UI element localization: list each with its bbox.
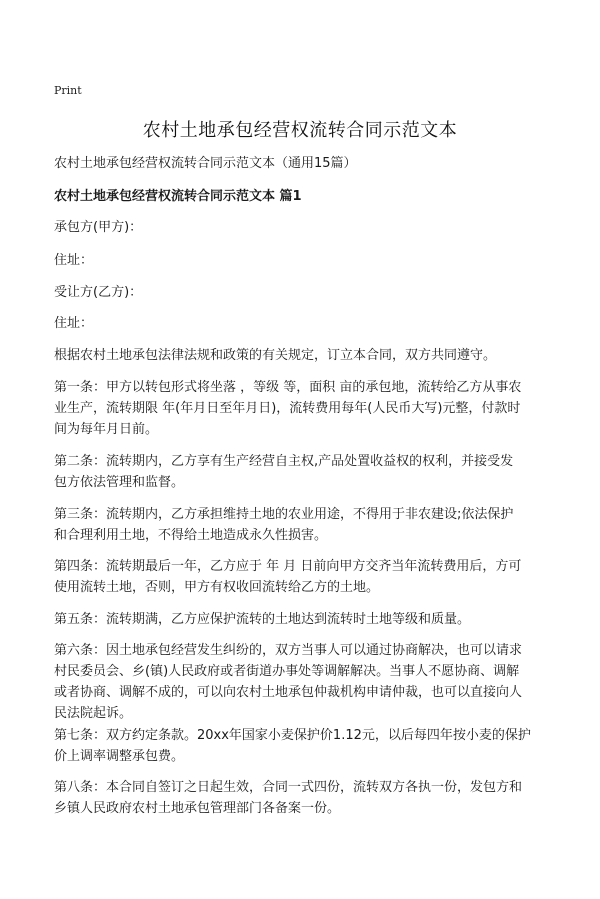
clause-line: 第五条：流转期满，乙方应保护流转的土地达到流转时土地等级和质量。 <box>54 612 471 627</box>
clause-line: 或者协商、调解不成的，可以向农村土地承包仲裁机构申请仲裁，也可以直接向人 <box>54 685 523 700</box>
clause-paragraph <box>54 377 550 440</box>
clause-line: 和合理利用土地，不得给土地造成永久性损害。 <box>54 528 328 543</box>
clause-line: 第七条：双方约定条款。20xx年国家小麦保护价1.12元，以后每四年按小麦的保护 <box>54 728 531 743</box>
clause-paragraph <box>54 777 550 819</box>
clause-line: 村民委员会、乡(镇)人民政府或者街道办事处等调解解决。当事人不愿协商、调解 <box>54 664 520 679</box>
print-label: Print <box>54 84 82 97</box>
section-heading: 农村土地承包经营权流转合同示范文本 篇1 <box>54 189 302 204</box>
clause-line: 第六条：因土地承包经营发生纠纷的，双方当事人可以通过协商解决，也可以请求 <box>54 643 523 658</box>
clause-paragraph <box>54 451 550 493</box>
address-b-line: 住址： <box>54 316 94 331</box>
address-a-line: 住址： <box>54 253 94 268</box>
clause-paragraph <box>54 609 550 630</box>
party-a-line: 承包方(甲方)： <box>54 220 143 235</box>
clause-line: 业生产，流转期限 年(年月日至年月日)，流转费用每年(人民币大写)元整，付款时 <box>54 401 521 416</box>
clause-paragraph <box>54 556 550 598</box>
document-title: 农村土地承包经营权流转合同示范文本 <box>142 120 458 141</box>
clause-paragraph <box>54 504 550 546</box>
clause-paragraph <box>54 640 550 724</box>
clause-line: 间为每年月日前。 <box>54 422 159 437</box>
clause-line: 包方依法管理和监督。 <box>54 475 185 490</box>
intro-paragraph: 根据农村土地承包法律法规和政策的有关规定，订立本合同，双方共同遵守。 <box>54 348 497 363</box>
clause-line: 价上调率调整承包费。 <box>54 749 185 764</box>
document-subtitle: 农村土地承包经营权流转合同示范文本（通用15篇） <box>54 156 357 171</box>
clause-line: 第二条：流转期内，乙方享有生产经营自主权,产品处置收益权的权利，并接受发 <box>54 454 514 469</box>
clause-line: 使用流转土地，否则，甲方有权收回流转给乙方的土地。 <box>54 580 380 595</box>
party-b-line: 受让方(乙方)： <box>54 285 143 300</box>
clause-line: 第一条：甲方以转包形式将坐落 ，等级 等，面积 亩的承包地，流转给乙方从事农 <box>54 380 522 395</box>
clause-line: 第三条：流转期内，乙方承担维持土地的农业用途，不得用于非农建设;依法保护 <box>54 507 514 522</box>
clause-line: 第八条：本合同自签订之日起生效，合同一式四份，流转双方各执一份，发包方和 <box>54 780 523 795</box>
clause-line: 乡镇人民政府农村土地承包管理部门各备案一份。 <box>54 801 341 816</box>
clause-paragraph <box>54 725 550 767</box>
clause-line: 第四条：流转期最后一年，乙方应于 年 月 日前向甲方交齐当年流转费用后，方可 <box>54 559 522 574</box>
clause-line: 民法院起诉。 <box>54 706 133 721</box>
